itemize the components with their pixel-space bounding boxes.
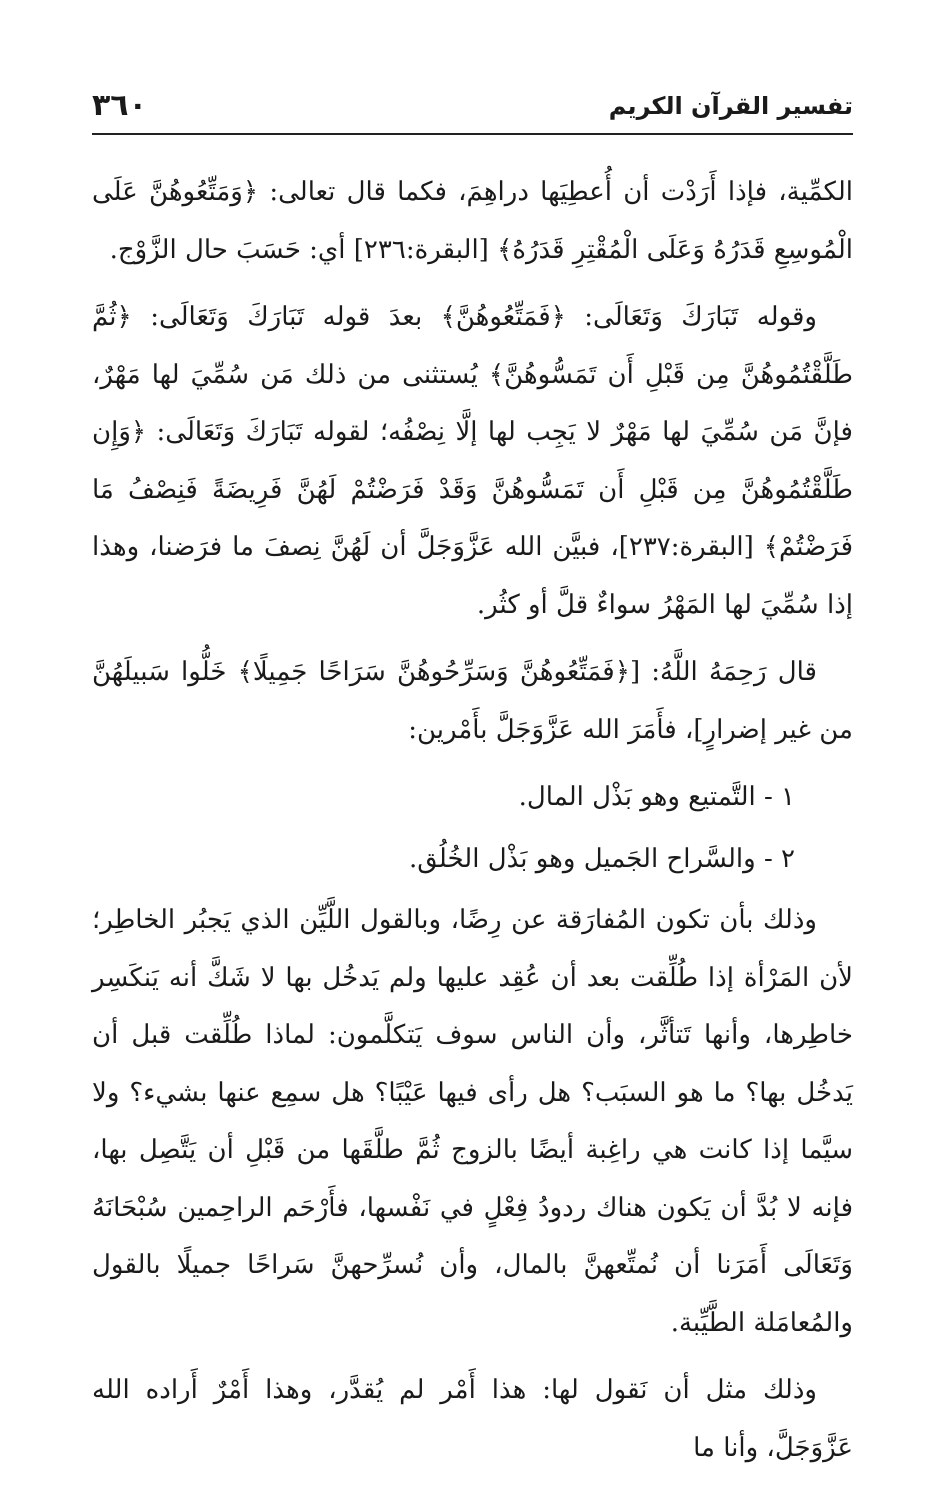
paragraph: الكمِّية، فإذا أَرَدْت أن أُعطِيَها دراهِمَ، فكما قال تعالى: ﴿وَمَتِّعُوهُنَّ عَلَى الْمُوسِعِ قَدَرُهُ وَعَلَى الْمُقْتِرِ قَدَرُهُ﴾ [البقرة:٢٣٦] أي: حَسَبَ حال الزَّوْج. bbox=[92, 177, 853, 265]
list-item: ٢ - والسَّراح الجَميل وهو بَذْل الخُلُق. bbox=[408, 843, 795, 874]
paragraph: وقوله تَبَارَكَ وَتَعَالَى: ﴿فَمَتِّعُوهُنَّ﴾ بعدَ قوله تَبَارَكَ وَتَعَالَى: ﴿ثُمَّ طَلَّقْتُمُوهُنَّ مِن قَبْلِ أَن تَمَسُّوهُنَّ﴾ يُستثنى من ذلك مَن سُمِّيَ لها مَهْرٌ، فإنَّ مَن سُمِّيَ لها مَهْرٌ لا يَجِب لها إلَّا نِصْفُه؛ لقوله تَبَارَكَ وَتَعَالَى: ﴿وَإِن طَلَّقْتُمُوهُنَّ مِن قَبْلِ أَن تَمَسُّوهُنَّ وَقَدْ فَرَضْتُمْ لَهُنَّ فَرِيضَةً فَنِصْفُ مَا فَرَضْتُمْ﴾ [البقرة:٢٣٧]، فبيَّن الله عَزَّوَجَلَّ أن لَهُنَّ نِصفَ ما فرَضنا، وهذا إذا سُمِّيَ لها المَهْرُ سواءٌ قلَّ أو كثُر. bbox=[92, 302, 853, 620]
paragraph: وذلك بأن تكون المُفارَقة عن رِضًا، وبالقول اللَّيِّن الذي يَجبُر الخاطِر؛ لأن المَرْأة إذا طُلِّقت بعد أن عُقِد عليها ولم يَدخُل بها لا شَكَّ أنه يَنكَسِر خاطِرها، وأنها تَتأثَّر، وأن الناس سوف يَتكلَّمون: لماذا طُلِّقت قبل أن يَدخُل بها؟ ما هو السبَب؟ هل رأى فيها عَيْبًا؟ هل سمِع عنها بشيء؟ ولا سيَّما إذا كانت هي راغِبة أيضًا بالزوج ثُمَّ طلَّقَها من قَبْلِ أن يَتَّصِل بها، فإنه لا بُدَّ أن يَكون هناك ردودُ فِعْلٍ في نَفْسها، فأَرْحَم الراحِمين سُبْحَانَهُ وَتَعَالَى أَمَرَنا أن نُمتِّعهنَّ بالمال، وأن نُسرِّحهنَّ سَراحًا جميلًا بالقول والمُعامَلة الطَّيِّبة. bbox=[92, 905, 853, 1338]
book-title: تفسير القرآن الكريم bbox=[608, 92, 853, 120]
page-number: ٣٦٠ bbox=[92, 88, 147, 123]
running-header bbox=[92, 84, 853, 132]
header-divider bbox=[92, 133, 853, 135]
page-body bbox=[92, 164, 853, 1487]
paragraph: وذلك مثل أن نَقول لها: هذا أَمْر لم يُقدَّر، وهذا أَمْرٌ أَراده الله عَزَّوَجَلَّ، وأنا ما bbox=[92, 1375, 853, 1463]
paragraph: قال رَحِمَهُ اللَّهُ: [﴿فَمَتِّعُوهُنَّ وَسَرِّحُوهُنَّ سَرَاحًا جَمِيلًا﴾ خَلُّوا سَبيلَهُنَّ من غير إضرارٍ]، فأَمَرَ الله عَزَّوَجَلَّ بأَمْرين: bbox=[92, 657, 853, 745]
list-item: ١ - التَّمتيع وهو بَذْل المال. bbox=[518, 782, 795, 812]
